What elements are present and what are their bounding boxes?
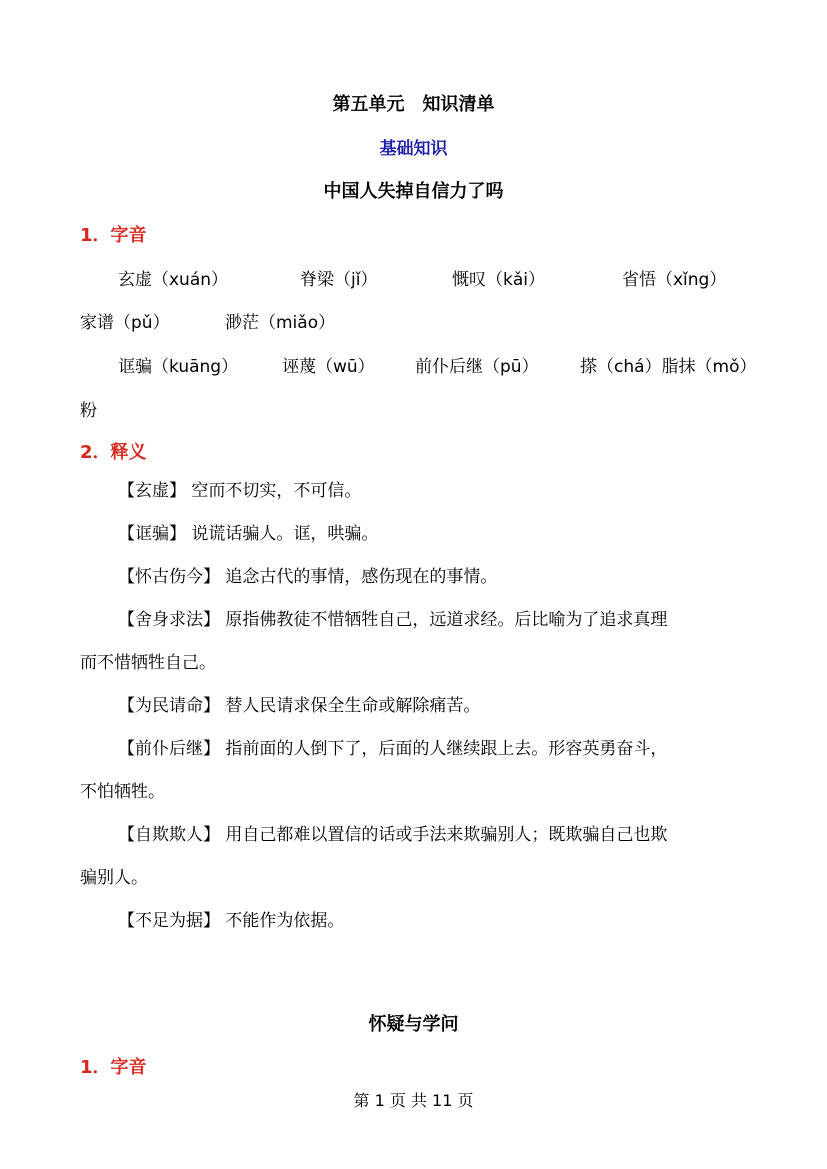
definition-text: 空而不切实，不可信。 (191, 481, 362, 501)
definition-term: 【舍身求法】 (118, 610, 220, 630)
definition-text: 替人民请求保全生命或解除痛苦。 (225, 696, 481, 716)
definition-text: 追念古代的事情，感伤现在的事情。 (225, 567, 498, 587)
pinyin-item: 省悟（xǐng） (622, 270, 727, 290)
subtitle: 基础知识 (379, 139, 448, 159)
section-heading-pronunciation: 1．字音 (80, 225, 147, 246)
definition-term: 【怀古伤今】 (118, 567, 220, 587)
definition-item (80, 814, 748, 857)
definition-item (80, 900, 748, 943)
definition-item (80, 556, 748, 599)
definition-term: 【自欺欺人】 (118, 825, 220, 845)
definition-term: 【前仆后继】 (118, 739, 220, 759)
pinyin-item-wrap: 粉 (80, 401, 97, 421)
definition-term: 【玄虚】 (118, 481, 186, 501)
definition-item (80, 599, 748, 642)
definition-item (80, 685, 748, 728)
definition-term: 【诓骗】 (118, 524, 186, 544)
definition-continuation: 而不惜牺牲自己。 (80, 653, 216, 673)
essay-title: 中国人失掉自信力了吗 (323, 181, 504, 202)
pinyin-item: 诬蔑（wū） (282, 357, 375, 377)
section-heading-pronunciation: 1．字音 (80, 1057, 147, 1078)
definition-text: 用自己都难以置信的话或手法来欺骗别人；既欺骗自己也欺 (225, 825, 668, 845)
definition-text: 说谎话骗人。诓，哄骗。 (191, 524, 379, 544)
definition-term: 【为民请命】 (118, 696, 220, 716)
essay-title: 怀疑与学问 (368, 1014, 459, 1035)
definition-item (80, 513, 748, 556)
pinyin-item: 搽（chá）脂抹（mǒ） (580, 357, 757, 377)
pinyin-item: 渺茫（miǎo） (225, 313, 336, 333)
definition-text: 不能作为依据。 (225, 911, 345, 931)
pinyin-item: 诓骗（kuāng） (118, 357, 239, 377)
definition-continuation: 不怕牺牲。 (80, 782, 165, 802)
pinyin-item: 脊梁（jǐ） (300, 270, 378, 290)
definition-item (80, 728, 748, 771)
pinyin-item: 慨叹（kǎi） (452, 270, 545, 290)
page-title: 第五单元 知识清单 (332, 94, 495, 115)
page-footer: 第 1 页 共 11 页 (353, 1091, 474, 1110)
pinyin-item: 前仆后继（pū） (415, 357, 539, 377)
definition-continuation: 骗别人。 (80, 868, 148, 888)
section-heading-definitions: 2．释义 (80, 442, 147, 463)
pinyin-item: 玄虚（xuán） (118, 270, 229, 290)
pinyin-item: 家谱（pǔ） (80, 313, 170, 333)
definition-term: 【不足为据】 (118, 911, 220, 931)
definition-item (80, 470, 748, 513)
definition-text: 指前面的人倒下了，后面的人继续跟上去。形容英勇奋斗， (225, 739, 668, 759)
definition-text: 原指佛教徒不惜牺牲自己，远道求经。后比喻为了追求真理 (225, 610, 668, 630)
definition-list (80, 470, 748, 943)
